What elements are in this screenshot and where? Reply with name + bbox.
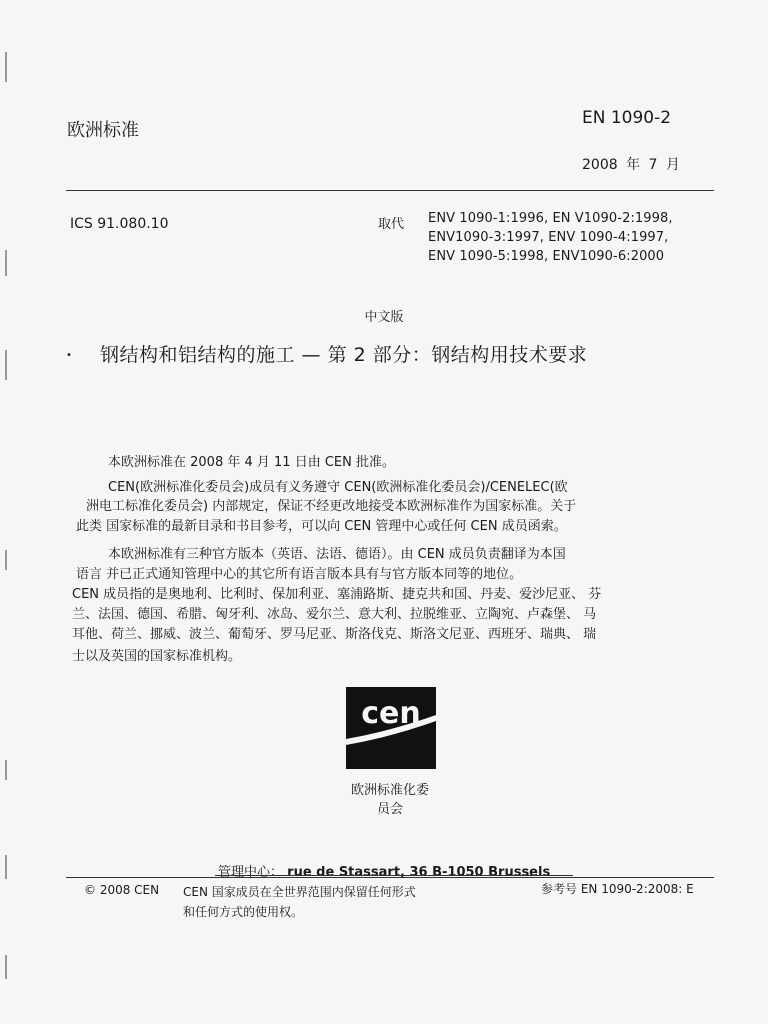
cen-logo: [346, 687, 436, 769]
publication-date: 2008 年 7 月: [582, 157, 680, 173]
scan-margin-mark: [5, 760, 7, 780]
body-line: 兰、法国、德国、希腊、匈牙利、冰岛、爱尔兰、意大利、拉脱维亚、立陶宛、卢森堡、 马: [72, 607, 597, 622]
body-line: 洲电工标准化委员会) 内部规定，保证不经更改地接受本欧洲标准作为国家标准。关于: [86, 499, 577, 514]
body-line: 本欧洲标准在 2008 年 4 月 11 日由 CEN 批准。: [108, 455, 395, 470]
body-line: 此类 国家标准的最新目录和书目参考，可以向 CEN 管理中心或任何 CEN 成员函索。: [76, 519, 567, 534]
doc-type-title: 欧洲标准: [67, 120, 139, 141]
body-line: 语言 并已正式通知管理中心的其它所有语言版本具有与官方版本同等的地位。: [76, 567, 523, 582]
copyright: © 2008 CEN: [84, 883, 160, 897]
body-line: 耳他、荷兰、挪威、波兰、葡萄牙、罗马尼亚、斯洛伐克、斯洛文尼亚、西班牙、瑞典、 瑞: [72, 627, 597, 642]
document-title: 钢结构和铝结构的施工 — 第 2 部分：钢结构用技术要求: [100, 344, 588, 366]
scan-margin-mark: [5, 52, 7, 82]
supersedes-line: ENV 1090-1:1996, EN V1090-2:1998,: [428, 211, 673, 226]
supersedes-line: ENV1090-3:1997, ENV 1090-4:1997,: [428, 230, 669, 245]
admin-label: 管理中心：: [218, 865, 284, 880]
scan-margin-mark: [5, 855, 7, 879]
logo-caption-line: 员会: [376, 802, 403, 817]
supersedes-line: ENV 1090-5:1998, ENV1090-6:2000: [428, 249, 665, 264]
standard-number: EN 1090-2: [582, 108, 672, 128]
scan-margin-mark: [5, 250, 7, 276]
admin-address: rue de Stassart, 36 B-1050 Brussels: [287, 865, 551, 880]
scan-margin-mark: [5, 350, 7, 380]
edition-label: 中文版: [364, 310, 404, 325]
reference-number: 参考号 EN 1090-2:2008: E: [541, 882, 694, 896]
logo-caption-line: 欧洲标准化委: [350, 783, 429, 798]
footer-divider: [66, 877, 714, 878]
rights-line: CEN 国家成员在全世界范围内保留任何形式: [183, 885, 416, 899]
admin-underline: [215, 875, 573, 876]
body-line: 士以及英国的国家标准机构。: [72, 649, 242, 664]
body-line: CEN 成员指的是奥地利、比利时、保加利亚、塞浦路斯、捷克共和国、丹麦、爱沙尼亚、 芬: [72, 587, 602, 602]
cen-logo-text: cen: [361, 696, 421, 731]
bullet-dot: •: [66, 350, 72, 361]
rights-line: 和任何方式的使用权。: [183, 905, 304, 919]
body-line: CEN(欧洲标准化委员会)成员有义务遵守 CEN(欧洲标准化委员会)/CENELEC(欧: [108, 480, 568, 495]
body-line: 本欧洲标准有三种官方版本（英语、法语、德语）。由 CEN 成员负责翻译为本国: [108, 547, 566, 562]
header-divider: [66, 190, 714, 191]
scan-margin-mark: [5, 955, 7, 979]
ics-code: ICS 91.080.10: [70, 216, 169, 232]
supersedes-label: 取代: [378, 217, 405, 232]
scan-margin-mark: [5, 550, 7, 570]
